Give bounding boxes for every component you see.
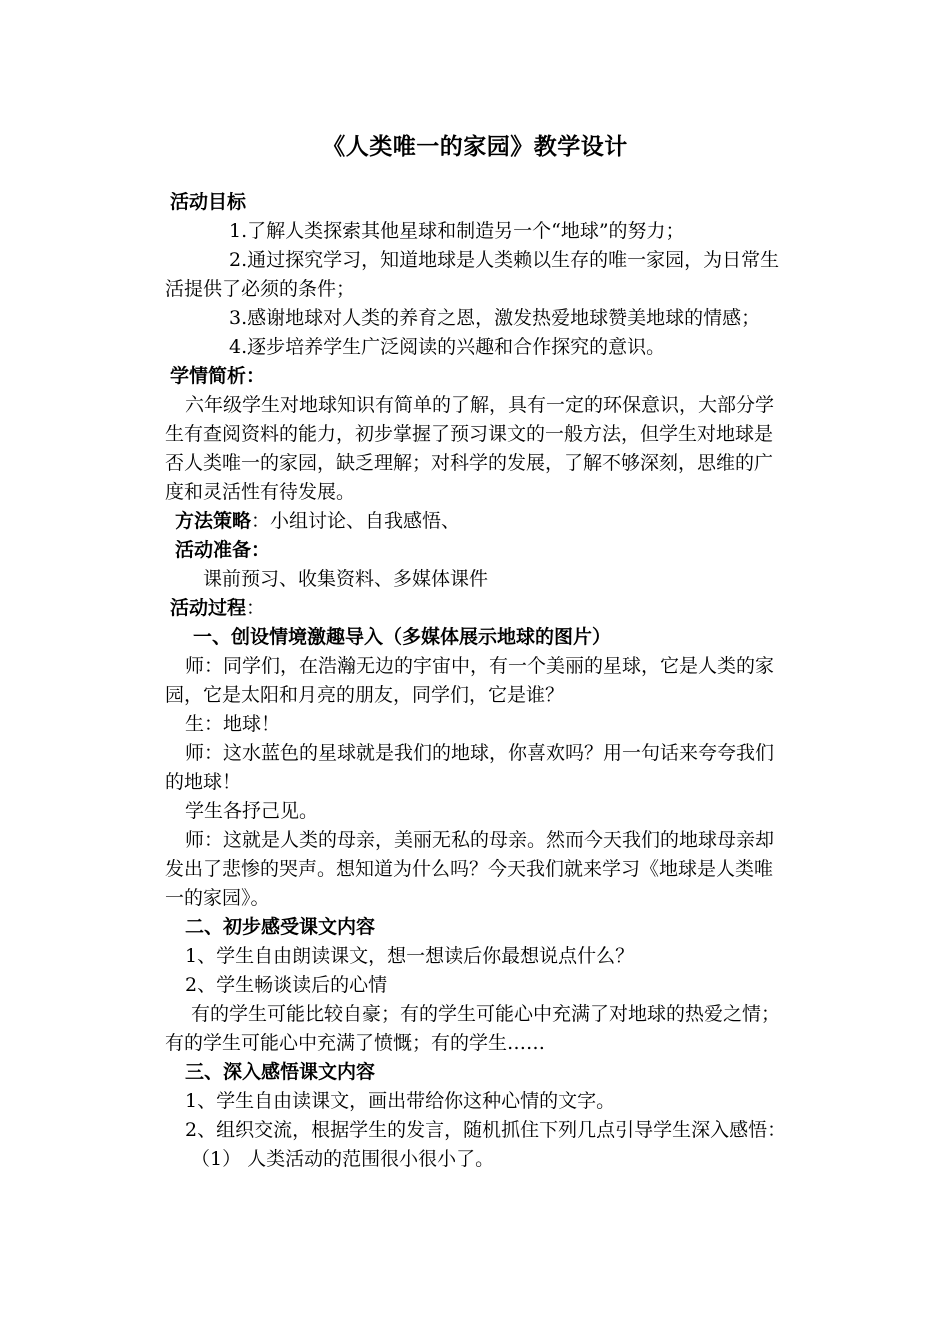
goal-item-3: 3.感谢地球对人类的养育之恩，激发热爱地球赞美地球的情感； <box>229 307 761 329</box>
goals-heading: 活动目标 <box>170 191 247 213</box>
process-heading-colon: ： <box>246 597 266 619</box>
section2-heading: 二、初步感受课文内容 <box>185 916 376 938</box>
process-heading-line <box>165 594 790 623</box>
section2-line-1: 1、学生自由朗读课文，想一想读后你最想说点什么？ <box>185 945 635 967</box>
section1-line-4: 学生各抒己见。 <box>185 800 319 822</box>
strategy-line <box>165 507 790 536</box>
analysis-text: 六年级学生对地球知识有简单的了解，具有一定的环保意识，大部分学生有查阅资料的能力，初步掌握了预习课文的一般方法，但学生对地球是否人类唯一的家园，缺乏理解；对科学的发展，了解不够深刻，思维的广度和灵活性有待发展。 <box>165 394 775 503</box>
process-heading: 活动过程 <box>170 597 247 619</box>
section3-line-3: （1） 人类活动的范围很小很小了。 <box>191 1148 495 1170</box>
section1-line-5: 师：这就是人类的母亲，美丽无私的母亲。然而今天我们的地球母亲却发出了悲惨的哭声。想知道为什么吗？今天我们就来学习《地球是人类唯一的家园》。 <box>165 829 775 909</box>
preparation-text: 课前预习、收集资料、多媒体课件 <box>203 568 489 590</box>
document-body <box>165 188 790 1174</box>
goal-item-4: 4.逐步培养学生广泛阅读的兴趣和合作探究的意识。 <box>229 336 666 358</box>
section1-line-1: 师：同学们，在浩瀚无边的宇宙中，有一个美丽的星球，它是人类的家园，它是太阳和月亮的朋友，同学们，它是谁？ <box>165 655 775 706</box>
section3-line-2: 2、组织交流，根据学生的发言，随机抓住下列几点引导学生深入感悟： <box>185 1119 787 1141</box>
section1-line-2: 生：地球！ <box>185 713 281 735</box>
goal-item-2: 2.通过探究学习，知道地球是人类赖以生存的唯一家园，为日常生活提供了必须的条件； <box>165 249 780 300</box>
section2-line-3: 有的学生可能比较自豪；有的学生可能心中充满了对地球的热爱之情；有的学生可能心中充满了愤慨；有的学生…… <box>165 1003 781 1054</box>
preparation-heading: 活动准备： <box>175 539 271 561</box>
goal-item-1: 1.了解人类探索其他星球和制造另一个“地球”的努力； <box>229 220 685 242</box>
analysis-heading: 学情简析： <box>170 365 266 387</box>
section1-heading: 一、创设情境激趣导入（多媒体展示地球的图片） <box>193 626 612 648</box>
document-title: 《人类唯一的家园》教学设计 <box>322 134 628 160</box>
section3-heading: 三、深入感悟课文内容 <box>185 1061 376 1083</box>
strategy-text: ：小组讨论、自我感悟、 <box>251 510 461 532</box>
section2-line-2: 2、学生畅谈读后的心情 <box>185 974 388 996</box>
strategy-label: 方法策略 <box>175 510 252 532</box>
section3-line-1: 1、学生自由读课文，画出带给你这种心情的文字。 <box>185 1090 616 1112</box>
section1-line-3: 师：这水蓝色的星球就是我们的地球，你喜欢吗？用一句话来夸夸我们的地球！ <box>165 742 775 793</box>
